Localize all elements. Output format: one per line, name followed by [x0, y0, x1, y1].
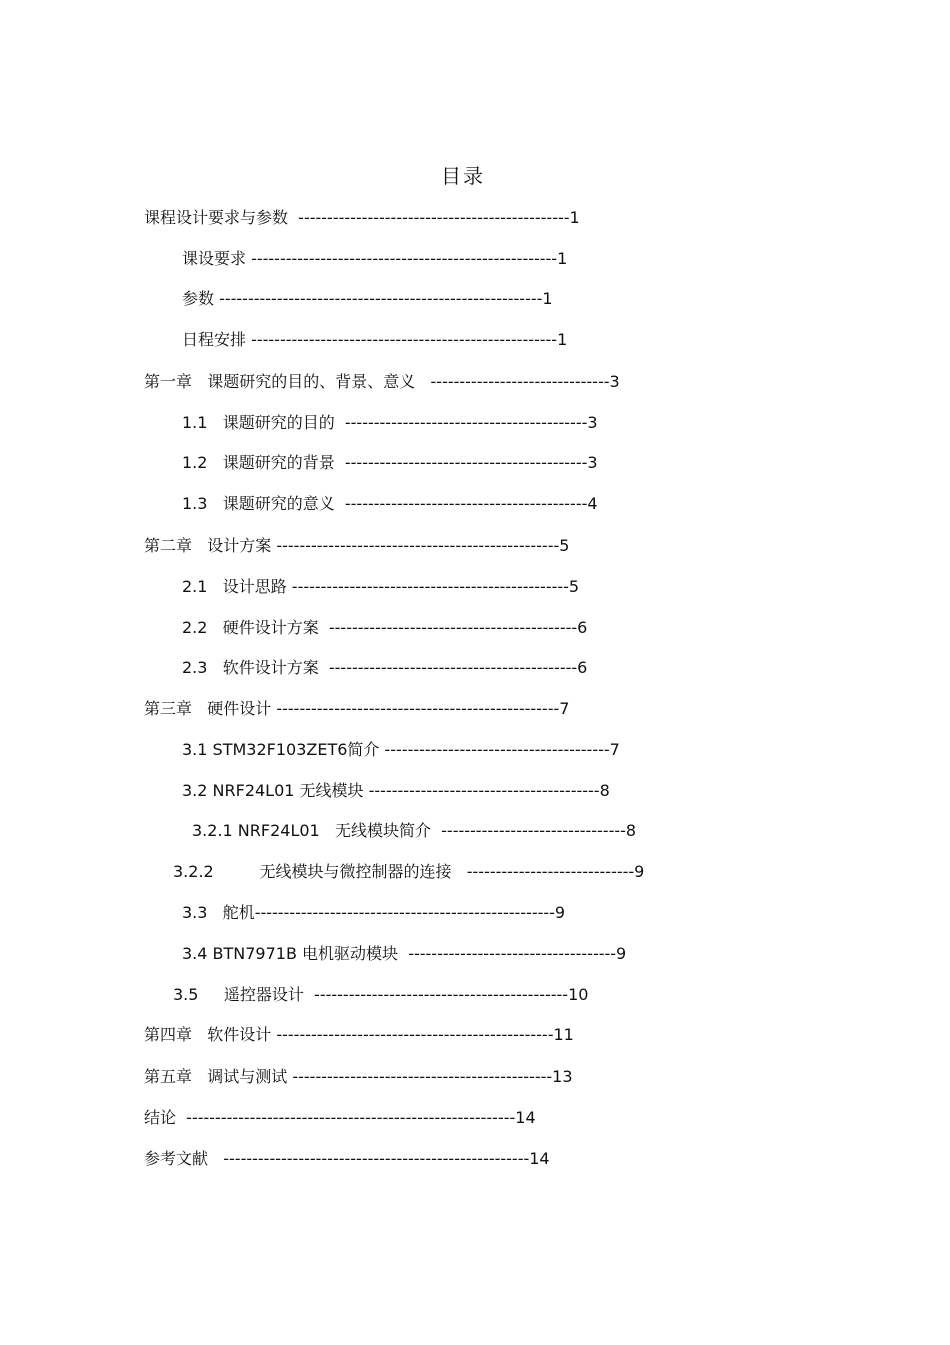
toc-entry: 参考文献 -----------------------------------------------------14 [144, 1149, 550, 1168]
toc-entry: 1.2 课题研究的背景 ------------------------------------------3 [182, 453, 598, 472]
toc-entry: 课程设计要求与参数 -----------------------------------------------1 [144, 208, 580, 227]
toc-entry: 3.1 STM32F103ZET6简介 ---------------------------------------7 [182, 740, 620, 759]
toc-entry: 1.1 课题研究的目的 ------------------------------------------3 [182, 413, 598, 432]
toc-entry: 3.2.2 无线模块与微控制器的连接 -----------------------------9 [173, 862, 645, 881]
toc-entry: 第三章 硬件设计 -------------------------------------------------7 [144, 699, 570, 718]
toc-entry: 第一章 课题研究的目的、背景、意义 -------------------------------3 [144, 372, 620, 391]
toc-entry: 结论 ---------------------------------------------------------14 [144, 1108, 536, 1127]
toc-entry: 课设要求 -----------------------------------------------------1 [182, 249, 568, 268]
toc-entry: 2.1 设计思路 ------------------------------------------------5 [182, 577, 580, 596]
toc-entry: 3.4 BTN7971B 电机驱动模块 ------------------------------------9 [182, 944, 627, 963]
toc-entry: 3.5 遥控器设计 --------------------------------------------10 [173, 985, 589, 1004]
toc-entry: 日程安排 -----------------------------------------------------1 [182, 330, 568, 349]
toc-entry: 3.2 NRF24L01 无线模块 ----------------------------------------8 [182, 781, 610, 800]
toc-entry: 参数 --------------------------------------------------------1 [182, 289, 553, 308]
toc-entry: 2.2 硬件设计方案 -------------------------------------------6 [182, 618, 588, 637]
toc-entry: 3.3 舵机----------------------------------------------------9 [182, 903, 566, 922]
toc-entry: 2.3 软件设计方案 -------------------------------------------6 [182, 658, 588, 677]
toc-entry: 第二章 设计方案 -------------------------------------------------5 [144, 536, 570, 555]
toc-entry: 第四章 软件设计 ------------------------------------------------11 [144, 1025, 574, 1044]
toc-entry: 3.2.1 NRF24L01 无线模块简介 --------------------------------8 [192, 821, 637, 840]
toc-entry: 1.3 课题研究的意义 ------------------------------------------4 [182, 494, 598, 513]
toc-entry: 第五章 调试与测试 ---------------------------------------------13 [144, 1067, 573, 1086]
page-title: 目录 [441, 164, 485, 188]
